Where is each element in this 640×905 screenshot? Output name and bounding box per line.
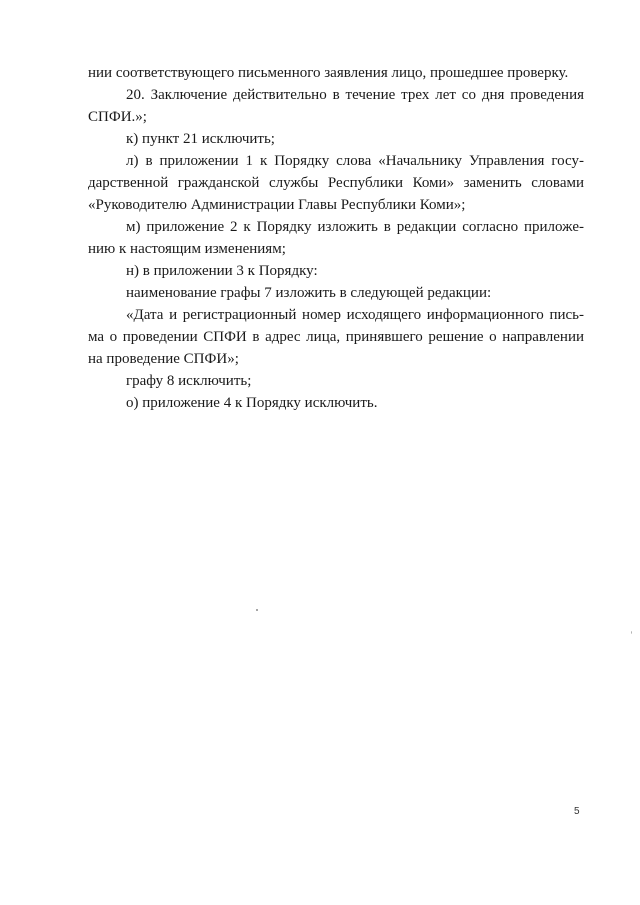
scan-speck (256, 609, 258, 611)
text-line: нию к настоящим изменениям; (88, 241, 286, 257)
text-line: 20. Заключение действительно в течение трех лет со дня проведения (126, 87, 584, 103)
text-line: наименование графы 7 изложить в следующей редакции: (126, 285, 492, 301)
text-line: СПФИ.»; (88, 109, 147, 125)
text-line: на проведение СПФИ»; (88, 351, 239, 367)
text-line: нии соответствующего письменного заявления лицо, прошедшее проверку. (88, 65, 569, 81)
text-line: «Дата и регистрационный номер исходящего информационного пись- (126, 307, 584, 323)
text-line: н) в приложении 3 к Порядку: (126, 263, 318, 279)
document-body (88, 62, 584, 414)
text-line: л) в приложении 1 к Порядку слова «Начальнику Управления госу- (126, 153, 584, 169)
text-line: к) пункт 21 исключить; (126, 131, 275, 147)
text-line: дарственной гражданской службы Республики Коми» заменить словами (88, 175, 584, 191)
text-line: м) приложение 2 к Порядку изложить в редакции согласно приложе- (126, 219, 584, 235)
text-line: о) приложение 4 к Порядку исключить. (126, 395, 378, 411)
scan-speck (631, 631, 632, 634)
text-line: ма о проведении СПФИ в адрес лица, принявшего решение о направлении (88, 329, 584, 345)
text-line: графу 8 исключить; (126, 373, 252, 389)
page-number: 5 (574, 806, 580, 817)
text-line: «Руководителю Администрации Главы Республики Коми»; (88, 197, 466, 213)
